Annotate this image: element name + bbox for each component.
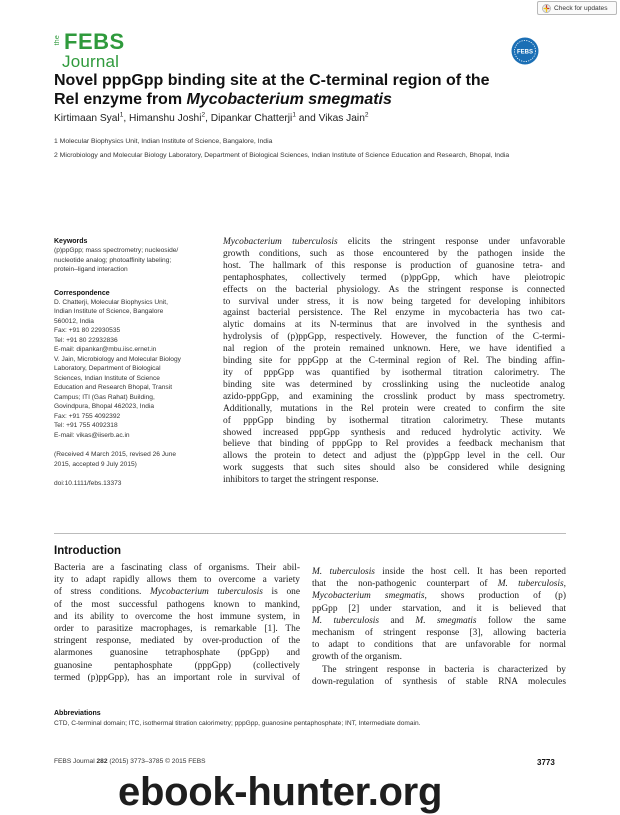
keywords-list bbox=[54, 246, 216, 275]
author-separator: , bbox=[123, 113, 129, 124]
abbreviations-heading: Abbreviations bbox=[54, 710, 101, 717]
abstract-line: showed increased pppGpp synthesis and reduced hydrolytic activity. We bbox=[223, 427, 565, 438]
correspondence-tel: Tel: +91 80 22932836 bbox=[54, 336, 118, 344]
abbreviations-text: CTD, C-terminal domain; ITC, isothermal titration calorimetry; pppGpp, guanosine pentaphosphate; INT, Intermediate domain. bbox=[54, 720, 421, 727]
abstract-line: effects on the bacterial physiology. As the stringent response is connected bbox=[223, 284, 565, 295]
affiliation-1: 1 Molecular Biophysics Unit, Indian Institute of Science, Bangalore, India bbox=[54, 138, 273, 145]
febs-seal-text: FEBS bbox=[516, 49, 534, 56]
abstract-line: to survival under stress, it is now being targeted for developing inhibitors bbox=[223, 296, 565, 307]
correspondence-line: Govindpura, Bhopal 462023, India bbox=[54, 403, 155, 410]
febs-seal-icon bbox=[511, 37, 539, 65]
correspondence-line: D. Chatterji, Molecular Biophysics Unit, bbox=[54, 298, 168, 306]
body-line: stringent response, mediated by over-production of the bbox=[54, 636, 300, 647]
abstract-line: ity of pppGpp was quantified by isothermal titration calorimetry. The bbox=[223, 367, 565, 378]
journal-logo-journal: Journal bbox=[62, 52, 120, 71]
body-line-prefix: that the non-pathogenic counterpart of bbox=[312, 579, 498, 590]
correspondence-line: Indian Institute of Science, Bangalore bbox=[54, 308, 164, 315]
abstract-line: believe that binding of pppGpp to Rel provides a feedback mechanism that bbox=[223, 439, 565, 450]
check-for-updates-button[interactable] bbox=[537, 1, 617, 15]
correspondence-line: Campus; ITI (Gas Rahat) Building, bbox=[54, 393, 155, 401]
body-line: Bacteria are a fascinating class of organisms. Their abil- bbox=[54, 563, 300, 573]
abstract-line: work suggests that such sites should also be considered while designing bbox=[223, 463, 565, 474]
correspondence-line: 560012, India bbox=[54, 317, 94, 325]
body-line: to adapt to conditions that are unfavorable for normal bbox=[312, 640, 566, 651]
article-sidebar bbox=[54, 238, 216, 489]
affiliations bbox=[54, 137, 566, 165]
author-list bbox=[54, 113, 574, 124]
abstract-line: hydrolysis of (p)ppGpp, respectively. However, the function of the C-termi- bbox=[223, 332, 565, 343]
doi-link[interactable]: doi:10.1111/febs.13373 bbox=[54, 480, 122, 487]
body-line bbox=[54, 586, 300, 598]
article-title bbox=[54, 71, 574, 109]
article-title-line-1: Novel pppGpp binding site at the C-terminal region of the bbox=[54, 72, 490, 89]
correspondence-line: Laboratory, Department of Biological bbox=[54, 365, 161, 372]
body-line-rest: , shows production of (p) bbox=[424, 591, 566, 602]
correspondence-heading: Correspondence bbox=[54, 289, 110, 297]
correspondence-line: Education and Research Bhopal, Transit bbox=[54, 384, 173, 391]
article-title-organism: Mycobacterium smegmatis bbox=[186, 91, 392, 108]
abstract-line: growth conditions, such as those encountered by the pathogen inside the bbox=[223, 248, 565, 259]
introduction-heading: Introduction bbox=[54, 545, 122, 557]
crossmark-icon bbox=[542, 4, 551, 13]
abstract-line: inhibitors to target the stringent response. bbox=[223, 475, 379, 486]
correspondence-fax: Fax: +91 755 4092392 bbox=[54, 412, 121, 420]
article-title-line-2 bbox=[54, 90, 574, 109]
footer-volume: 282 bbox=[96, 758, 108, 765]
footer-journal: FEBS Journal bbox=[54, 758, 97, 765]
page-footer bbox=[54, 758, 206, 765]
body-line-mid: and bbox=[379, 615, 416, 626]
keywords-line: nucleotide analog; photoaffinity labeling; bbox=[54, 256, 172, 264]
body-line-rest: follow the same bbox=[476, 615, 566, 626]
abbreviations-block bbox=[54, 710, 566, 729]
correspondence-tel: Tel: +91 755 4092318 bbox=[54, 422, 118, 429]
body-line: of the most successful pathogens known to mankind, bbox=[54, 599, 300, 610]
body-line: The stringent response in bacteria is characterized by bbox=[322, 664, 566, 675]
body-organism: M. tuberculosis bbox=[312, 567, 375, 577]
body-line: mechanism of stringent response [3], allowing bacteria bbox=[312, 628, 566, 639]
section-divider bbox=[54, 533, 566, 534]
abstract-line: nal region of the protein remained unknown. Here, we have identified a bbox=[223, 344, 565, 355]
body-line: and its ability to overcome the host immune system, in bbox=[54, 611, 300, 622]
body-line bbox=[312, 615, 566, 627]
received-line: 2015, accepted 9 July 2015) bbox=[54, 460, 137, 468]
page-number: 3773 bbox=[537, 758, 555, 767]
introduction-left-column bbox=[54, 562, 300, 684]
body-organism: Mycobacterium smegmatis bbox=[312, 591, 425, 602]
body-organism: M. smegmatis bbox=[415, 615, 477, 626]
abstract-line: pentaphosphates, collectively termed (p)ppGpp, which have pleiotropic bbox=[223, 272, 565, 283]
author-affiliation-mark: 2 bbox=[201, 111, 206, 119]
body-line: down-regulation of synthesis of stable RNA molecules bbox=[312, 676, 566, 687]
correspondence-block bbox=[54, 298, 216, 441]
author-name: Vikas Jain bbox=[318, 113, 365, 124]
journal-logo-the: the bbox=[54, 35, 61, 46]
body-line: growth of the organism. bbox=[312, 652, 402, 663]
abstract-line: alytic domains at its N-terminus that are involved in the synthesis and bbox=[223, 320, 565, 331]
author-affiliation-mark: 1 bbox=[292, 111, 296, 119]
abstract-line: host. The hallmark of this response is production of guanosine tetra- and bbox=[223, 260, 565, 271]
received-dates bbox=[54, 450, 216, 469]
abstract-line: of pppGpp binding by isothermal titration calorimetry. These mutants bbox=[223, 415, 565, 426]
watermark: ebook-hunter.org bbox=[118, 770, 443, 814]
body-line: guanosine pentaphosphate (pppGpp) (collectively bbox=[54, 660, 300, 671]
abstract-line: allows the protein to detect and adjust the (p)ppGpp level in the cell. Our bbox=[223, 451, 565, 462]
keywords-line: (p)ppGpp; mass spectrometry; nucleoside/ bbox=[54, 247, 179, 254]
received-line: (Received 4 March 2015, revised 26 June bbox=[54, 451, 177, 458]
author-affiliation-mark: 2 bbox=[364, 111, 369, 119]
body-line: alarmones guanosine tetraphosphate (ppGpp) and bbox=[54, 648, 300, 659]
abstract-line: binding site was determined by crosslinking using the nucleotide analog bbox=[223, 379, 565, 390]
keywords-heading: Keywords bbox=[54, 238, 88, 245]
author-separator: , bbox=[205, 113, 211, 124]
body-organism: M. tuberculosis bbox=[312, 615, 380, 626]
body-line: order to parasitize macrophages, is remarkable [1]. The bbox=[54, 624, 300, 635]
correspondence-line: V. Jain, Microbiology and Molecular Biology bbox=[54, 355, 181, 363]
author-name: Dipankar Chatterji bbox=[210, 113, 293, 124]
body-line bbox=[312, 590, 566, 602]
author-name: Himanshu Joshi bbox=[128, 113, 202, 124]
correspondence-line: Sciences, Indian Institute of Science bbox=[54, 374, 160, 382]
abstract-line: Additionally, mutations in the Rel protein were created to confirm the site bbox=[223, 403, 565, 414]
body-line: ity to adapt rapidly allows them to overcome a variety bbox=[54, 575, 300, 586]
body-line: termed (p)ppGpp), has an important role in survival of bbox=[54, 672, 300, 683]
author-name: Kirtimaan Syal bbox=[54, 113, 120, 124]
abstract-line: azido-pppGpp, and examining the crosslink product by mass spectrometry. bbox=[223, 391, 565, 402]
introduction-right-column bbox=[312, 566, 566, 688]
body-line bbox=[312, 578, 566, 590]
check-for-updates-label: Check for updates bbox=[554, 4, 608, 12]
correspondence-email-link[interactable]: E-mail: vikas@iiserb.ac.in bbox=[54, 431, 130, 439]
keywords-line: protein–ligand interaction bbox=[54, 266, 128, 273]
author-affiliation-mark: 1 bbox=[119, 111, 124, 119]
affiliation-2: 2 Microbiology and Molecular Biology Laboratory, Department of Biological Sciences, Indian Institute of Science Education and Research, Bhopal, India bbox=[54, 152, 510, 159]
body-organism: Mycobacterium tuberculosis bbox=[149, 587, 263, 598]
body-line-prefix: of stress conditions. bbox=[54, 587, 150, 598]
body-line bbox=[312, 566, 566, 578]
body-organism: M. tuberculosis, bbox=[497, 579, 566, 590]
abstract bbox=[223, 237, 565, 487]
body-line-rest: inside the host cell. It has been reported bbox=[374, 567, 566, 577]
footer-citation: (2015) 3773–3785 © 2015 FEBS bbox=[107, 758, 206, 765]
correspondence-email-link[interactable]: E-mail: dipankar@mbu.iisc.ernet.in bbox=[54, 346, 157, 353]
abstract-line bbox=[223, 237, 565, 249]
article-title-line-2-prefix: Rel enzyme from bbox=[54, 91, 187, 108]
abstract-line: against bacterial persistence. The Rel enzyme in mycobacteria has two cat- bbox=[223, 308, 565, 319]
body-line-rest: is one bbox=[262, 587, 300, 598]
correspondence-fax: Fax: +91 80 22930535 bbox=[54, 327, 121, 334]
body-line: ppGpp [2] under starvation, and it is believed that bbox=[312, 603, 566, 614]
abstract-organism: Mycobacterium tuberculosis bbox=[223, 237, 338, 247]
abstract-line-rest: elicits the stringent response under unfavorable bbox=[337, 237, 565, 247]
abstract-line: binding site for pppGpp at the C-terminal region of Rel. The binding affin- bbox=[223, 356, 565, 367]
journal-logo-febs: FEBS bbox=[64, 29, 125, 54]
author-separator: and bbox=[295, 113, 319, 124]
